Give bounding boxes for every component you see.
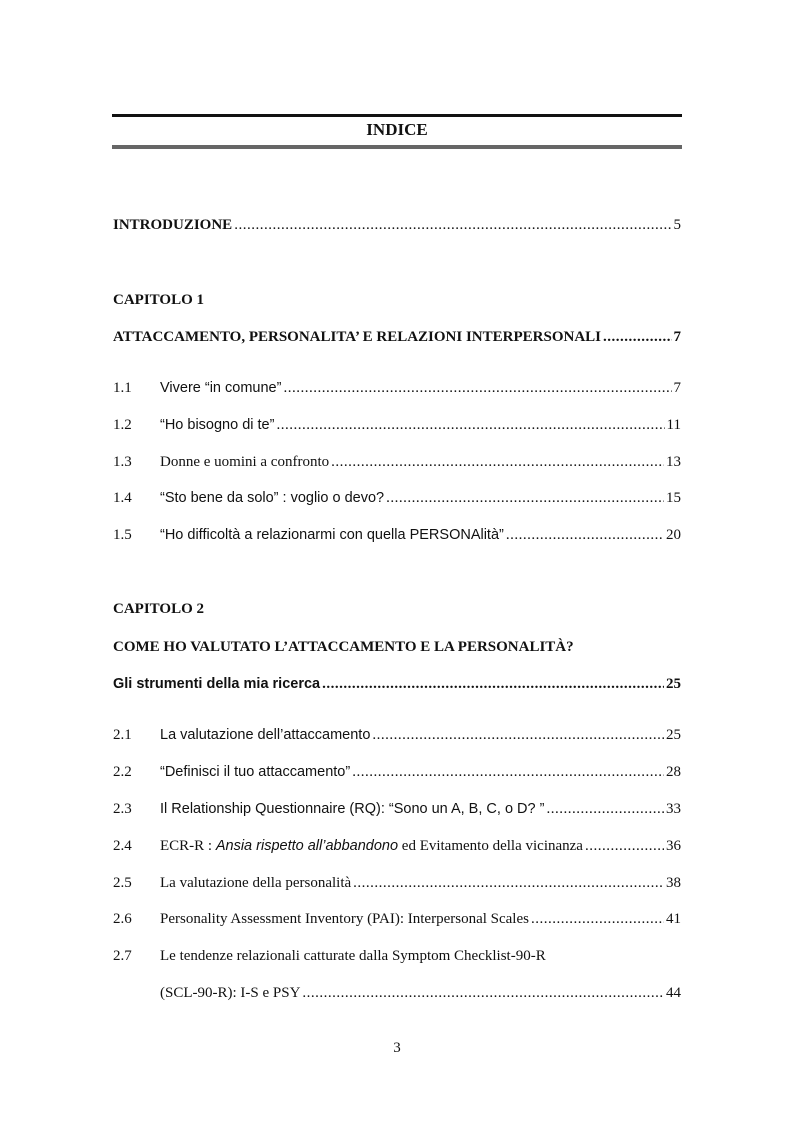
toc-entry-2-1[interactable] — [113, 725, 681, 745]
section-number: 1.5 — [113, 527, 132, 543]
toc-entry-2-3[interactable] — [113, 799, 681, 819]
dot-leader — [386, 488, 664, 508]
toc-label: Vivere “in comune” — [160, 380, 282, 396]
toc-label: La valutazione dell’attaccamento — [160, 727, 371, 743]
section-number: 2.4 — [113, 838, 132, 854]
page-number: 3 — [393, 1040, 401, 1056]
toc-entry-chapter-1-title[interactable] — [113, 327, 681, 347]
dot-leader — [506, 525, 664, 545]
toc-page: 20 — [666, 527, 681, 543]
chapter-1-heading: CAPITOLO 1 — [113, 292, 204, 308]
toc-page: 15 — [666, 490, 681, 506]
dot-leader — [234, 215, 671, 235]
section-number: 2.3 — [113, 801, 132, 817]
dot-leader — [531, 909, 664, 929]
toc-page: 28 — [666, 764, 681, 780]
toc-entry-2-7-continued[interactable] — [160, 983, 681, 1003]
label-italic: Ansia rispetto all’abbandono — [215, 838, 399, 854]
toc-page: 7 — [673, 329, 681, 345]
toc-page: 38 — [666, 875, 681, 891]
dot-leader — [372, 725, 664, 745]
toc-label: INTRODUZIONE — [113, 217, 233, 233]
toc-page: 11 — [666, 417, 681, 433]
toc-label: La valutazione della personalità — [160, 875, 352, 891]
section-number: 1.3 — [113, 454, 132, 470]
dot-leader — [322, 674, 664, 694]
label-pre: ECR-R : — [160, 838, 216, 854]
toc-entry-2-5[interactable] — [113, 873, 681, 893]
toc-label-continued: (SCL-90-R): I-S e PSY — [160, 985, 301, 1001]
dot-leader — [352, 762, 664, 782]
toc-label: “Ho difficoltà a relazionarmi con quella PERSONAlità” — [160, 527, 504, 543]
toc-page: 7 — [673, 380, 681, 396]
toc-page: 44 — [666, 985, 681, 1001]
section-number: 2.2 — [113, 764, 132, 780]
toc-entry-2-4[interactable] — [113, 836, 681, 856]
toc-page: 13 — [666, 454, 681, 470]
chapter-2-title: COME HO VALUTATO L’ATTACCAMENTO E LA PERSONALITÀ? — [113, 639, 574, 655]
toc-entry-2-7[interactable] — [113, 946, 681, 966]
toc-entry-2-2[interactable] — [113, 762, 681, 782]
toc-entry-chapter-2-subtitle[interactable] — [113, 674, 681, 694]
section-number: 2.1 — [113, 727, 132, 743]
toc-entry-1-4[interactable] — [113, 488, 681, 508]
toc-label: Personality Assessment Inventory (PAI): Interpersonal Scales — [160, 911, 529, 927]
toc-page: 25 — [666, 727, 681, 743]
toc-label: “Sto bene da solo” : voglio o devo? — [160, 490, 385, 506]
section-number: 2.7 — [113, 948, 132, 964]
toc-label: Le tendenze relazionali catturate dalla Symptom Checklist-90-R — [160, 948, 546, 964]
toc-label: “Definisci il tuo attaccamento” — [160, 764, 351, 780]
section-number: 1.1 — [113, 380, 132, 396]
dot-leader — [276, 415, 664, 435]
toc-page: 33 — [666, 801, 681, 817]
toc-entry-1-3[interactable] — [113, 452, 681, 472]
toc-label — [160, 836, 583, 856]
toc-label: Gli strumenti della mia ricerca — [113, 676, 321, 692]
page-title: INDICE — [366, 120, 428, 139]
dot-leader — [283, 378, 671, 398]
toc-entry-1-2[interactable] — [113, 415, 681, 435]
toc-entry-introduzione[interactable] — [113, 215, 681, 235]
dot-leader — [546, 799, 664, 819]
title-rule-bottom — [112, 145, 682, 149]
dot-leader — [353, 873, 664, 893]
dot-leader — [331, 452, 664, 472]
chapter-2-heading: CAPITOLO 2 — [113, 601, 204, 617]
toc-entry-1-1[interactable] — [113, 378, 681, 398]
dot-leader — [603, 327, 672, 347]
toc-entry-2-6[interactable] — [113, 909, 681, 929]
toc-page: 25 — [666, 676, 681, 692]
title-rule-top — [112, 114, 682, 117]
toc-page: 5 — [673, 217, 681, 233]
toc-label: Il Relationship Questionnaire (RQ): “Sono un A, B, C, o D? ” — [160, 801, 545, 817]
toc-page: 41 — [666, 911, 681, 927]
section-number: 1.4 — [113, 490, 132, 506]
dot-leader — [302, 983, 664, 1003]
toc-entry-1-5[interactable] — [113, 525, 681, 545]
section-number: 2.6 — [113, 911, 132, 927]
toc-label: ATTACCAMENTO, PERSONALITA’ E RELAZIONI INTERPERSONALI — [113, 329, 601, 345]
label-post: ed Evitamento della vicinanza — [398, 838, 583, 854]
toc-label: “Ho bisogno di te” — [160, 417, 275, 433]
toc-page: 36 — [666, 838, 681, 854]
dot-leader — [585, 836, 664, 856]
toc-label: Donne e uomini a confronto — [160, 454, 330, 470]
section-number: 1.2 — [113, 417, 132, 433]
section-number: 2.5 — [113, 875, 132, 891]
